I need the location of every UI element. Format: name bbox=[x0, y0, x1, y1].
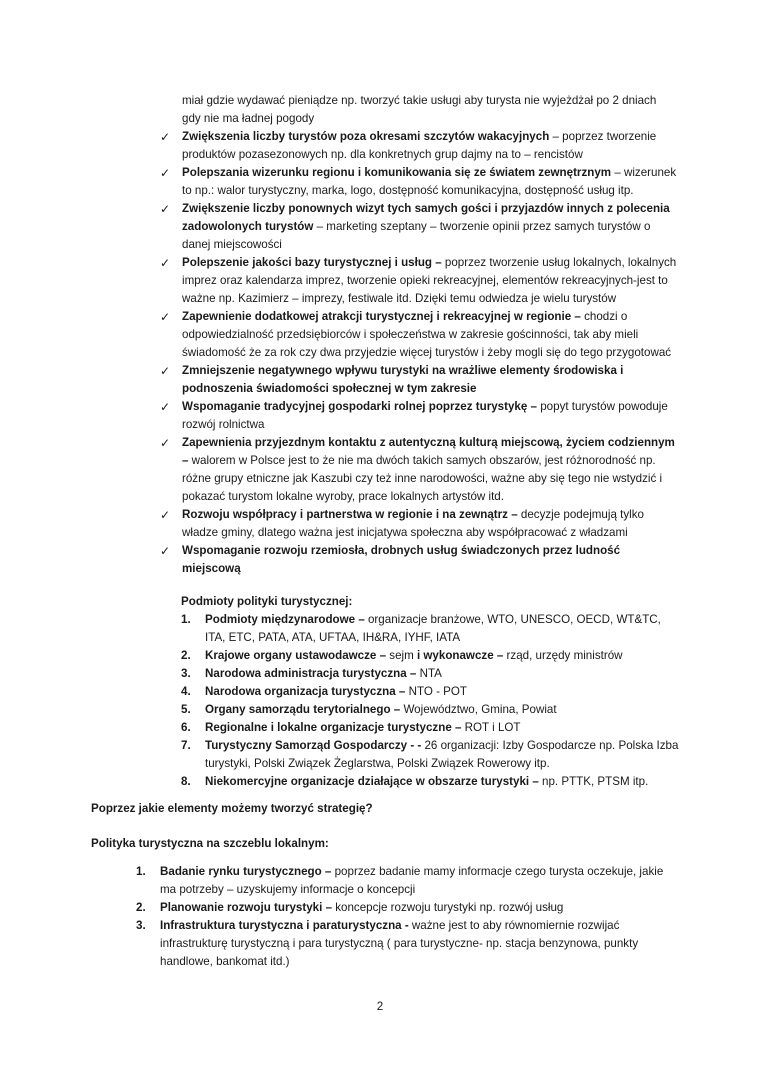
intro-line-2: gdy nie ma ładnej pogody bbox=[182, 112, 315, 125]
local-policy-heading: Polityka turystyczna na szczeblu lokalnym: bbox=[91, 837, 329, 850]
check-item: ✓ Zwiększenie liczby ponownych wizyt tych samych gości i przyjazdów innych z polecenia zadowolonych turystów – marketing szeptany – tworzenie opinii przez samych turystów o danej miejscowości bbox=[160, 202, 670, 251]
list-item: 2. Krajowe organy ustawodawcze – sejm i wykonawcze – rząd, urzędy ministrów bbox=[181, 649, 623, 662]
check-item: ✓ Rozwoju współpracy i partnerstwa w regionie i na zewnątrz – decyzje podejmują tylko władze gminy, dlatego ważna jest inicjatywa społeczna aby współpracować z władzami bbox=[160, 508, 644, 539]
objectives-checklist bbox=[160, 128, 680, 578]
list-item: 6. Regionalne i lokalne organizacje turystyczne – ROT i LOT bbox=[181, 721, 521, 734]
list-item: 5. Organy samorządu terytorialnego – Województwo, Gmina, Powiat bbox=[181, 703, 557, 716]
check-item: ✓ Polepszania wizerunku regionu i komunikowania się ze światem zewnętrznym – wizerunek to np.: walor turystyczny, marka, logo, dostępność komunikacyjna, dostępność usług itp. bbox=[160, 166, 677, 197]
subjects-heading: Podmioty polityki turystycznej: bbox=[181, 595, 353, 608]
list-item: 8. Niekomercyjne organizacje działające w obszarze turystyki – np. PTTK, PTSM itp. bbox=[181, 775, 649, 788]
checkmark-icon: ✓ bbox=[160, 508, 171, 522]
checkmark-icon: ✓ bbox=[160, 544, 171, 558]
checkmark-icon: ✓ bbox=[160, 130, 171, 144]
checkmark-icon: ✓ bbox=[160, 256, 171, 270]
checkmark-icon: ✓ bbox=[160, 166, 171, 180]
intro-line-1: miał gdzie wydawać pieniądze np. tworzyć takie usługi aby turysta nie wyjeżdżał po 2 dniach bbox=[182, 94, 657, 107]
list-item: 3. Infrastruktura turystyczna i paraturystyczna - ważne jest to aby równomiernie rozwijać infrastrukturę turystyczną i para turystyczną ( para turystyczne- np. stacja benzynowa, punkty handlowe, bankomat itd.) bbox=[136, 919, 639, 968]
list-item: 3. Narodowa administracja turystyczna – NTA bbox=[181, 667, 442, 680]
strategy-question: Poprzez jakie elementy możemy tworzyć strategię? bbox=[91, 802, 373, 815]
checkmark-icon: ✓ bbox=[160, 364, 171, 378]
check-item: ✓ Zapewnienie dodatkowej atrakcji turystycznej i rekreacyjnej w regionie – chodzi o odpowiedzialność przedsiębiorców i społeczeństwa w zakresie gościnności, tak aby mieli świadomość że za rok czy dwa przyjedzie więcej turystów i żeby mogli się do tego przygotować bbox=[160, 310, 672, 359]
list-item: 1. Podmioty międzynarodowe – organizacje branżowe, WTO, UNESCO, OECD, WT&TC, ITA, ETC, PATA, ATA, UFTAA, IH&RA, IYHF, IATA bbox=[181, 613, 661, 644]
checkmark-icon: ✓ bbox=[160, 202, 171, 216]
page-number: 2 bbox=[376, 1000, 384, 1013]
check-item: ✓ Wspomaganie tradycyjnej gospodarki rolnej poprzez turystykę – popyt turystów powoduje rozwój rolnictwa bbox=[160, 400, 668, 431]
checkmark-icon: ✓ bbox=[160, 436, 171, 450]
subjects-list bbox=[181, 611, 681, 791]
local-policy-list bbox=[136, 863, 676, 971]
list-item: 1. Badanie rynku turystycznego – poprzez badanie mamy informacje czego turysta oczekuje, jakie ma potrzeby – uzyskujemy informacje o koncepcji bbox=[136, 865, 664, 896]
list-item: 4. Narodowa organizacja turystyczna – NTO - POT bbox=[181, 685, 468, 698]
list-item: 7. Turystyczny Samorząd Gospodarczy - - 26 organizacji: Izby Gospodarcze np. Polska Izba turystyki, Polski Związek Żeglarstwa, Polski Związek Rowerowy itp. bbox=[181, 739, 679, 770]
checkmark-icon: ✓ bbox=[160, 400, 171, 414]
check-item: ✓ Zwiększenia liczby turystów poza okresami szczytów wakacyjnych – poprzez tworzenie produktów pozasezonowych np. dla konkretnych grup dajmy na to – rencistów bbox=[160, 130, 657, 161]
check-item: ✓ Zapewnienia przyjezdnym kontaktu z autentyczną kulturą miejscową, życiem codziennym – walorem w Polsce jest to że nie ma dwóch takich samych obszarów, jest różnorodność np. różne grupy etniczne jak Kaszubi czy też inne narodowości, ważne aby się tego nie wstydzić i pokazać turystom lokalne wyroby, prace lokalnych artystów itd. bbox=[160, 436, 675, 503]
check-item: ✓ Polepszenie jakości bazy turystycznej i usług – poprzez tworzenie usług lokalnych, lokalnych imprez oraz kalendarza imprez, tworzenie opieki rekreacyjnej, elementów rekreacyjnych-jest to ważne np. Kazimierz – imprezy, festiwale itd. Dzięki temu odwiedza je wielu turystów bbox=[160, 256, 677, 305]
check-item: ✓ Zmniejszenie negatywnego wpływu turystyki na wrażliwe elementy środowiska i podnoszenia świadomości społecznej w tym zakresie bbox=[160, 364, 624, 395]
checkmark-icon: ✓ bbox=[160, 310, 171, 324]
list-item: 2. Planowanie rozwoju turystyki – koncepcje rozwoju turystyki np. rozwój usług bbox=[136, 901, 564, 914]
intro-paragraph bbox=[182, 92, 682, 128]
check-item: ✓ Wspomaganie rozwoju rzemiosła, drobnych usług świadczonych przez ludność miejscową bbox=[160, 544, 621, 575]
